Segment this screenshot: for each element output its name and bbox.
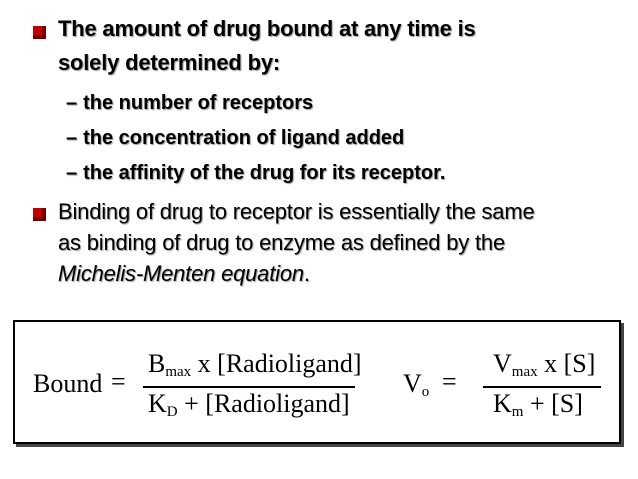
vo-fraction-bar [483,386,601,388]
bound-numerator-rest: x [Radioligand] [191,349,362,378]
vmax-subscript: max [511,364,538,380]
vo-subscript: o [421,384,430,400]
equation-box [13,320,621,444]
bullet-2-line-1: Binding of drug to receptor is essentially the same [58,199,535,224]
km-symbol: K [493,389,512,418]
bullet-icon [33,208,46,221]
bmax-subscript: max [165,364,192,380]
period: . [303,261,310,286]
kd-symbol: K [148,389,167,418]
dash: – [66,92,78,114]
vo-numerator-rest: x [S] [537,349,596,378]
subitem-1-text: the number of receptors [83,92,314,114]
vmax-symbol: V [493,349,512,378]
equals-sign: = [111,367,126,396]
bound-numerator [148,349,362,381]
vo-denominator-rest: + [S] [523,389,583,418]
bmax-symbol: B [148,349,166,378]
bullet-2-line-3 [58,261,310,287]
bound-denominator [148,389,350,421]
dash: – [66,127,78,149]
bound-denominator-rest: + [Radioligand] [177,389,350,418]
bound-label: Bound [33,369,103,398]
bullet-1-line-1: The amount of drug bound at any time is [58,16,476,41]
equals-sign: = [442,367,457,396]
vo-denominator [493,389,583,421]
bound-fraction-bar [143,386,355,388]
kd-subscript: D [166,404,178,420]
dash: – [66,162,78,184]
bullet-2-line-2: as binding of drug to enzyme as defined by the [58,230,505,255]
subitem-1 [66,92,313,115]
bullet-icon [33,26,46,39]
vo-label [403,369,429,401]
km-subscript: m [511,404,524,420]
subitem-2 [66,127,404,150]
equation-name: Michelis-Menten equation [58,261,304,286]
vo-numerator [493,349,595,381]
bullet-1-line-2: solely determined by: [58,50,280,75]
subitem-2-text: the concentration of ligand added [83,127,405,149]
vo-symbol: V [403,369,422,398]
subitem-3-text: the affinity of the drug for its receptor. [83,162,446,184]
subitem-3 [66,162,445,185]
